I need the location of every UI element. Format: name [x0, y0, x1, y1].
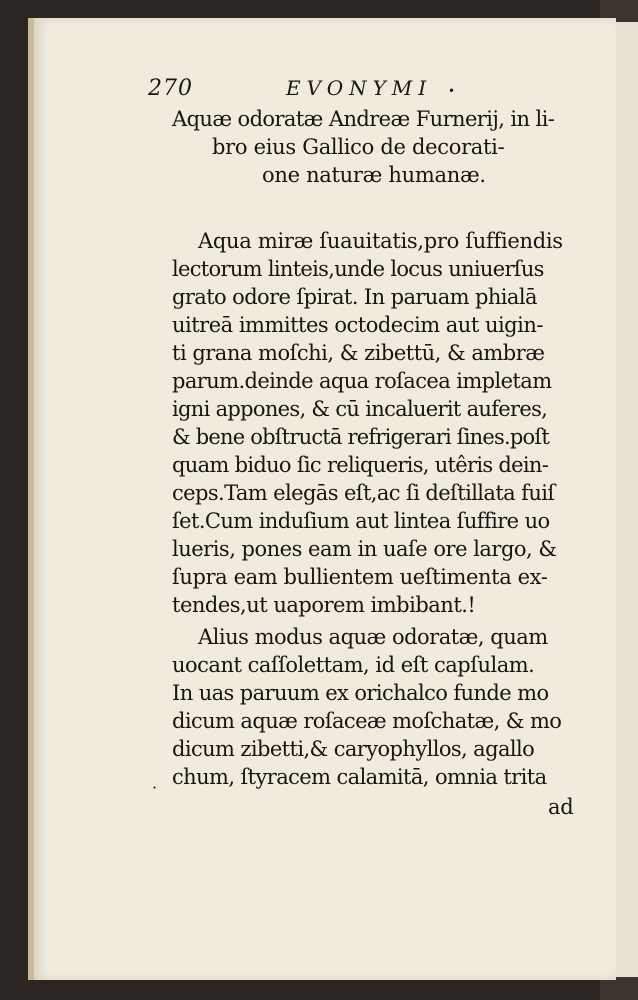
running-title: EVONYMI — [286, 76, 433, 100]
running-header — [148, 76, 508, 106]
text-line: uitreā immittes octodecim aut uigin- — [172, 313, 543, 337]
title-line: Aquæ odoratæ Andreæ Furnerij, in li- — [172, 107, 555, 131]
title-line: one naturæ humanæ. — [262, 163, 486, 187]
text-line: tendes,ut uaporem imbibant.! — [172, 593, 476, 617]
text-line: dicum aquæ roſaceæ moſchatæ, & mo — [172, 709, 562, 733]
page-number: 270 — [148, 76, 193, 101]
text-line: ſet.Cum induſium aut lintea ſuffire uo — [172, 509, 550, 533]
text-line: In uas paruum ex orichalco funde mo — [172, 681, 549, 705]
text-line: quam biduo ſic reliqueris, utêris dein- — [172, 453, 549, 477]
text-line: & bene obſtructā refrigerari ſines.poſt — [172, 425, 549, 449]
margin-mark: · — [152, 778, 158, 797]
text-line: igni appones, & cū incaluerit auferes, — [172, 397, 548, 421]
text-line: dicum zibetti,& caryophyllos, agallo — [172, 737, 535, 761]
text-line: grato odore ſpirat. In paruam phialā — [172, 285, 537, 309]
text-line: lueris, pones eam in uaſe ore largo, & — [172, 537, 557, 561]
header-mark: • — [448, 84, 456, 98]
text-line: ceps.Tam elegās eſt,ac ſi deſtillata fuiſ — [172, 481, 555, 505]
text-line: Alius modus aquæ odoratæ, quam — [198, 625, 548, 649]
text-line: ti grana moſchi, & zibettū, & ambræ — [172, 341, 545, 365]
catchword: ad — [548, 795, 574, 819]
text-line: uocant caſſolettam, id eſt capſulam. — [172, 653, 535, 677]
text-line: lectorum linteis,unde locus uniuerſus — [172, 257, 544, 281]
text-line: Aqua miræ ſuauitatis,pro ſuffiendis — [198, 229, 563, 253]
text-line: chum, ſtyracem calamitā, omnia trita — [172, 765, 547, 789]
text-line: parum.deinde aqua roſacea impletam — [172, 369, 552, 393]
title-line: bro eius Gallico de decorati- — [212, 135, 505, 159]
text-line: ſupra eam bullientem ueſtimenta ex- — [172, 565, 548, 589]
